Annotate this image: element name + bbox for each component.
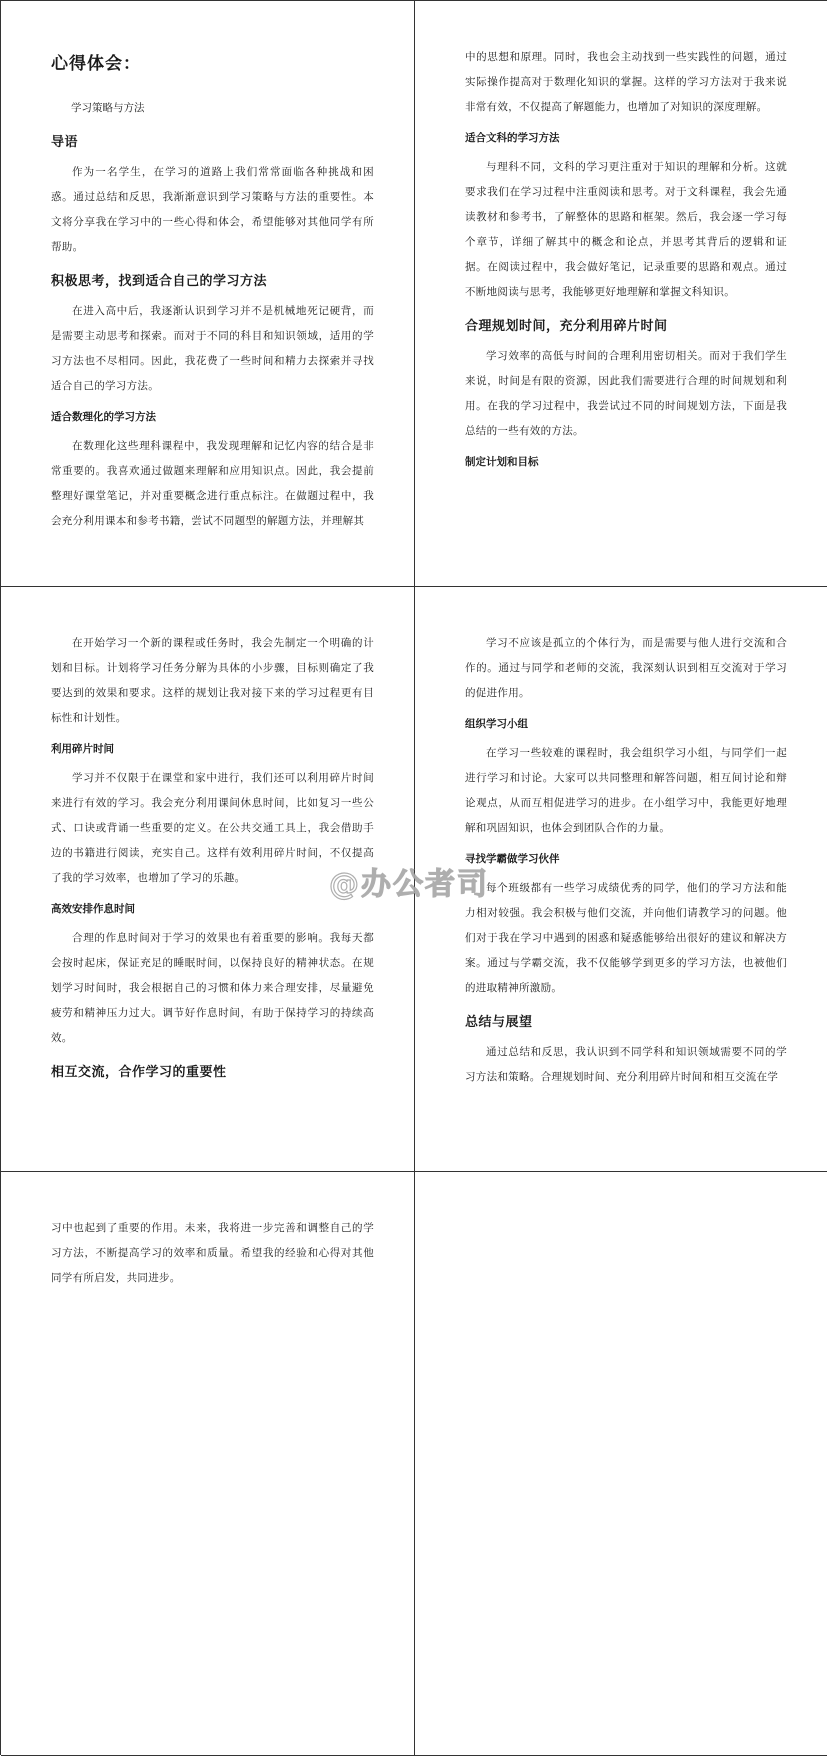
document-title: 心得体会： xyxy=(51,54,141,74)
heading-study-group: 组织学习小组 xyxy=(465,718,528,730)
heading-study-partner: 寻找学霸做学习伙伴 xyxy=(465,853,560,865)
heading-time-planning: 合理规划时间，充分利用碎片时间 xyxy=(465,319,668,334)
heading-summary: 总结与展望 xyxy=(465,1015,533,1030)
heading-think: 积极思考，找到适合自己的学习方法 xyxy=(51,274,268,289)
heading-fragment-time: 利用碎片时间 xyxy=(51,743,114,755)
heading-arts-method: 适合文科的学习方法 xyxy=(465,132,560,144)
heading-math-method: 适合数理化的学习方法 xyxy=(51,411,156,423)
page-2 xyxy=(415,1,827,587)
document-subtitle: 学习策略与方法 xyxy=(71,102,145,114)
paragraph-cooperation: 学习不应该是孤立的个体行为，而是需要与他人进行交流和合作的。通过与同学和老师的交流，我深刻认识到相互交流对于学习的促进作用。 xyxy=(465,637,787,699)
paragraph-math-method: 在数理化这些理科课程中，我发现理解和记忆内容的结合是非常重要的。我喜欢通过做题来理解和应用知识点。因此，我会提前整理好课堂笔记，并对重要概念进行重点标注。在做题过程中，我会充分利用课本和参考书籍，尝试不同题型的解题方法，并理解其 xyxy=(51,440,374,527)
paragraph-rest-schedule: 合理的作息时间对于学习的效果也有着重要的影响。我每天都会按时起床，保证充足的睡眠时间，以保持良好的精神状态。在规划学习时间时，我会根据自己的习惯和体力来合理安排，尽量避免疲劳和精神压力过大。调节好作息时间，有助于保持学习的持续高效。 xyxy=(51,932,374,1044)
page-5 xyxy=(1,1172,415,1756)
paragraph-plan-goals: 在开始学习一个新的课程或任务时，我会先制定一个明确的计划和目标。计划将学习任务分解为具体的小步骤，目标则确定了我要达到的效果和要求。这样的规划让我对接下来的学习过程更有目标性和计划性。 xyxy=(51,637,374,724)
paragraph-summary: 通过总结和反思，我认识到不同学科和知识领域需要不同的学习方法和策略。合理规划时间、充分利用碎片时间和相互交流在学 xyxy=(465,1046,787,1083)
paragraph-intro: 作为一名学生，在学习的道路上我们常常面临各种挑战和困惑。通过总结和反思，我渐渐意识到学习策略与方法的重要性。本文将分享我在学习中的一些心得和体会，希望能够对其他同学有所帮助。 xyxy=(51,166,374,253)
page-6-blank xyxy=(415,1172,827,1756)
paragraph-think: 在进入高中后，我逐渐认识到学习并不是机械地死记硬背，而是需要主动思考和探索。而对于不同的科目和知识领域，适用的学习方法也不尽相同。因此，我花费了一些时间和精力去探索并寻找适合自己的学习方法。 xyxy=(51,305,374,392)
paragraph-arts-method: 与理科不同，文科的学习更注重对于知识的理解和分析。这就要求我们在学习过程中注重阅读和思考。对于文科课程，我会先通读教材和参考书，了解整体的思路和框架。然后，我会逐一学习每个章节，详细了解其中的概念和论点，并思考其背后的逻辑和证据。在阅读过程中，我会做好笔记，记录重要的思路和观点。通过不断地阅读与思考，我能够更好地理解和掌握文科知识。 xyxy=(465,161,787,298)
page-4 xyxy=(415,587,827,1172)
watermark: @办公者司 xyxy=(329,867,489,902)
paragraph-summary-cont: 习中也起到了重要的作用。未来，我将进一步完善和调整自己的学习方法，不断提高学习的效率和质量。希望我的经验和心得对其他同学有所启发，共同进步。 xyxy=(51,1222,374,1284)
page-1 xyxy=(1,1,415,587)
paragraph-study-partner: 每个班级都有一些学习成绩优秀的同学，他们的学习方法和能力相对较强。我会积极与他们交流，并向他们请教学习的问题。他们对于我在学习中遇到的困惑和疑惑能够给出很好的建议和解决方案。通过与学霸交流，我不仅能够学到更多的学习方法，也被他们的进取精神所激励。 xyxy=(465,882,787,994)
heading-cooperation: 相互交流，合作学习的重要性 xyxy=(51,1065,227,1080)
paragraph-study-group: 在学习一些较难的课程时，我会组织学习小组，与同学们一起进行学习和讨论。大家可以共同整理和解答问题，相互间讨论和辩论观点，从而互相促进学习的进步。在小组学习中，我能更好地理解和巩固知识，也体会到团队合作的力量。 xyxy=(465,747,787,834)
heading-rest-schedule: 高效安排作息时间 xyxy=(51,903,135,915)
paragraph-math-method-cont: 中的思想和原理。同时，我也会主动找到一些实践性的问题，通过实际操作提高对于数理化知识的掌握。这样的学习方法对于我来说非常有效，不仅提高了解题能力，也增加了对知识的深度理解。 xyxy=(465,51,787,113)
heading-plan-goals: 制定计划和目标 xyxy=(465,456,539,468)
paragraph-time-planning: 学习效率的高低与时间的合理利用密切相关。而对于我们学生来说，时间是有限的资源，因此我们需要进行合理的时间规划和利用。在我的学习过程中，我尝试过不同的时间规划方法，下面是我总结的一些有效的方法。 xyxy=(465,350,787,437)
page-3 xyxy=(1,587,415,1172)
paragraph-fragment-time: 学习并不仅限于在课堂和家中进行，我们还可以利用碎片时间来进行有效的学习。我会充分利用课间休息时间，比如复习一些公式、口诀或背诵一些重要的定义。在公共交通工具上，我会借助手边的书籍进行阅读，充实自己。这样有效利用碎片时间，不仅提高了我的学习效率，也增加了学习的乐趣。 xyxy=(51,772,374,884)
heading-intro: 导语 xyxy=(51,135,79,150)
